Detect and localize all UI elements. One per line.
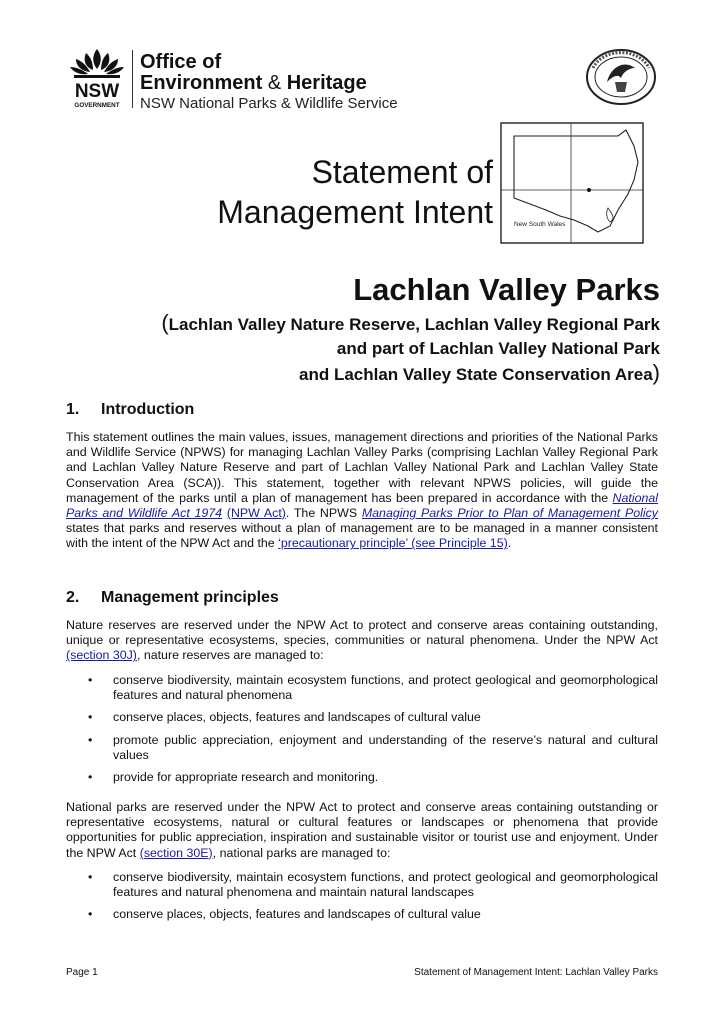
nature-reserves-paragraph: Nature reserves are reserved under the NPW Act to protect and conserve areas containing outstanding, unique or representative ecosystems, species, communities or natural phenomena. Under the NPW Act (section 30J), nature reserves are managed to: [66, 618, 658, 663]
svg-text:NSW: NSW [74, 81, 120, 102]
park-subtitle: (Lachlan Valley Nature Reserve, Lachlan Valley Regional Park and part of Lachlan Valley National Park and Lachlan Valley State Conservation Area) [161, 310, 660, 385]
nature-reserve-objectives-list [66, 673, 658, 785]
npw-act-link[interactable]: National Parks and Wildlife Act 1974 [66, 490, 658, 521]
precautionary-principle-link[interactable]: ‘precautionary principle’ (see Principle 15) [278, 536, 508, 551]
svg-text:GOVERNMENT: GOVERNMENT [74, 102, 120, 109]
list-item: • promote public appreciation, enjoyment and understanding of the reserve’s natural and cultural values [88, 732, 658, 762]
agency-line-3: NSW National Parks & Wildlife Service [140, 95, 398, 112]
managing-parks-policy-link[interactable]: Managing Parks Prior to Plan of Management Policy [361, 506, 658, 521]
introduction-paragraph: This statement outlines the main values, issues, management directions and priorities of the National Parks and Wildlife Service (NPWS) for managing Lachlan Valley Parks (comprising Lachlan Valley Regional Park and Lachlan Valley Nature Reserve and part of Lachlan Valley National Park and Lachlan Valley State Conservation Area (SCA)). This statement, together with relevant NPWS policies, will guide the management of the parks until a plan of management has been prepared in accordance with the National Parks and Wildlife Act 1974 (NPW Act). The NPWS Managing Parks Prior to Plan of Management Policy states that parks and reserves without a plan of management are to be managed in a manner consistent with the intent of the NPW Act and the ‘precautionary principle’ (see Principle 15). [66, 430, 658, 551]
nsw-government-logo [66, 45, 128, 111]
national-parks-paragraph: National parks are reserved under the NPW Act to protect and conserve areas containing outstanding or representative ecosystems, natural or cultural features or landscapes or phenomena that provide opportunities for public appreciation, inspiration and sustainable visitor or tourist use and enjoyment. Under the NPW Act (section 30E), national parks are managed to: [66, 800, 658, 860]
list-item: • provide for appropriate research and monitoring. [88, 770, 379, 785]
footer-document-title: Statement of Management Intent: Lachlan Valley Parks [414, 967, 658, 978]
section-1-heading: 1. Introduction [66, 401, 195, 418]
list-item: • conserve biodiversity, maintain ecosystem functions, and protect geological and geomorphological features and natural phenomena and maintain natural landscapes [88, 870, 658, 900]
section-30j-link[interactable]: (section 30J) [66, 648, 137, 663]
agency-line-2: Environment & Heritage [140, 72, 367, 94]
agency-line-1: Office of [140, 51, 222, 73]
header-divider [132, 50, 133, 108]
section-30e-link[interactable]: (section 30E) [139, 845, 213, 860]
agency-name [140, 52, 440, 114]
list-item: • conserve places, objects, features and landscapes of cultural value [88, 710, 481, 725]
park-name: Lachlan Valley Parks [353, 272, 660, 307]
nsw-locator-map [500, 122, 644, 244]
document-title: Statement of Management Intent [217, 154, 493, 230]
national-park-objectives-list [66, 870, 658, 923]
list-item: • conserve places, objects, features and landscapes of cultural value [88, 907, 481, 922]
svg-text:New South Wales: New South Wales [514, 221, 566, 228]
npw-act-abbr-link[interactable]: (NPW Act) [226, 506, 286, 521]
section-2-heading: 2. Management principles [66, 589, 279, 606]
list-item: • conserve biodiversity, maintain ecosystem functions, and protect geological and geomorphological features and natural phenomena [88, 673, 658, 703]
npws-emblem-icon [585, 48, 657, 106]
page-number: Page 1 [66, 967, 98, 978]
